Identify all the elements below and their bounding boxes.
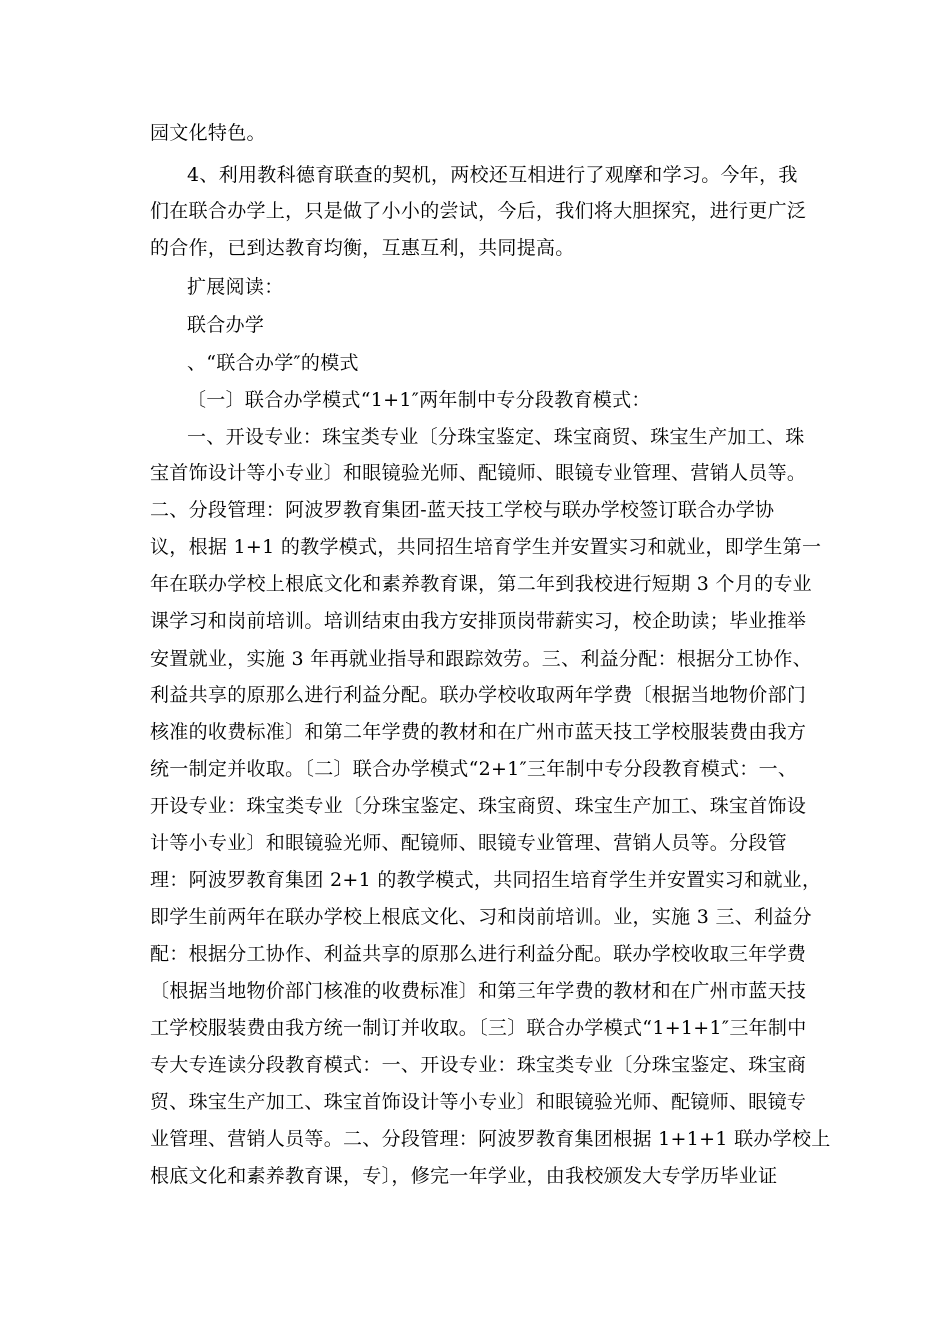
- text-line: 〔一〕联合办学模式“1+1″两年制中专分段教育模式：: [187, 389, 651, 411]
- text-line: 的合作，已到达教育均衡，互惠互利，共同提高。: [150, 237, 575, 259]
- text-line: 贸、珠宝生产加工、珠宝首饰设计等小专业〕和眼镜验光师、配镜师、眼镜专: [150, 1091, 807, 1113]
- text-line: 根底文化和素养教育课，专〕，修完一年学业，由我校颁发大专学历毕业证: [150, 1165, 778, 1187]
- text-line: 专大专连读分段教育模式：一、开设专业：珠宝类专业〔分珠宝鉴定、珠宝商: [150, 1054, 807, 1076]
- text-line: 核准的收费标准〕和第二年学费的教材和在广州市蓝天技工学校服装费由我方: [150, 721, 807, 743]
- text-line: 园文化特色。: [150, 122, 266, 144]
- text-line: 利益共享的原那么进行利益分配。联办学校收取两年学费〔根据当地物价部门: [150, 684, 807, 706]
- text-line: 统一制定并收取。〔二〕联合办学模式“2+1″三年制中专分段教育模式：一、: [150, 758, 798, 780]
- text-line: 扩展阅读：: [187, 276, 284, 298]
- text-line: 议，根据 1+1 的教学模式，共同招生培育学生并安置实习和就业，即学生第一: [150, 536, 822, 558]
- text-line: 们在联合办学上，只是做了小小的尝试，今后，我们将大胆探究，进行更广泛: [150, 200, 807, 222]
- text-line: 安置就业，实施 3 年再就业指导和跟踪效劳。三、利益分配：根据分工协作、: [150, 648, 812, 670]
- text-line: 宝首饰设计等小专业〕和眼镜验光师、配镜师、眼镜专业管理、营销人员等。: [150, 462, 807, 484]
- text-line: 联合办学: [187, 314, 265, 336]
- text-line: 年在联办学校上根底文化和素养教育课，第二年到我校进行短期 3 个月的专业: [150, 573, 812, 595]
- text-line: 配：根据分工协作、利益共享的原那么进行利益分配。联办学校收取三年学费: [150, 943, 807, 965]
- text-line: 、“联合办学″的模式: [187, 352, 359, 374]
- text-line: 〔根据当地物价部门核准的收费标准〕和第三年学费的教材和在广州市蓝天技: [150, 980, 807, 1002]
- text-line: 理：阿波罗教育集团 2+1 的教学模式，共同招生培育学生并安置实习和就业，: [150, 869, 822, 891]
- text-line: 一、开设专业：珠宝类专业〔分珠宝鉴定、珠宝商贸、珠宝生产加工、珠: [187, 426, 805, 448]
- text-line: 二、分段管理：阿波罗教育集团-蓝天技工学校与联办学校签订联合办学协: [150, 499, 775, 521]
- text-line: 开设专业：珠宝类专业〔分珠宝鉴定、珠宝商贸、珠宝生产加工、珠宝首饰设: [150, 795, 807, 817]
- text-line: 计等小专业〕和眼镜验光师、配镜师、眼镜专业管理、营销人员等。分段管: [150, 832, 787, 854]
- text-line: 业管理、营销人员等。二、分段管理：阿波罗教育集团根据 1+1+1 联办学校上: [150, 1128, 831, 1150]
- text-line: 工学校服装费由我方统一制订并收取。〔三〕联合办学模式“1+1+1″三年制中: [150, 1017, 807, 1039]
- text-line: 课学习和岗前培训。培训结束由我方安排顶岗带薪实习，校企助读；毕业推举: [150, 610, 807, 632]
- text-line: 即学生前两年在联办学校上根底文化、习和岗前培训。业，实施 3 三、利益分: [150, 906, 812, 928]
- text-line: 4、利用教科德育联查的契机，两校还互相进行了观摩和学习。今年，我: [187, 164, 798, 186]
